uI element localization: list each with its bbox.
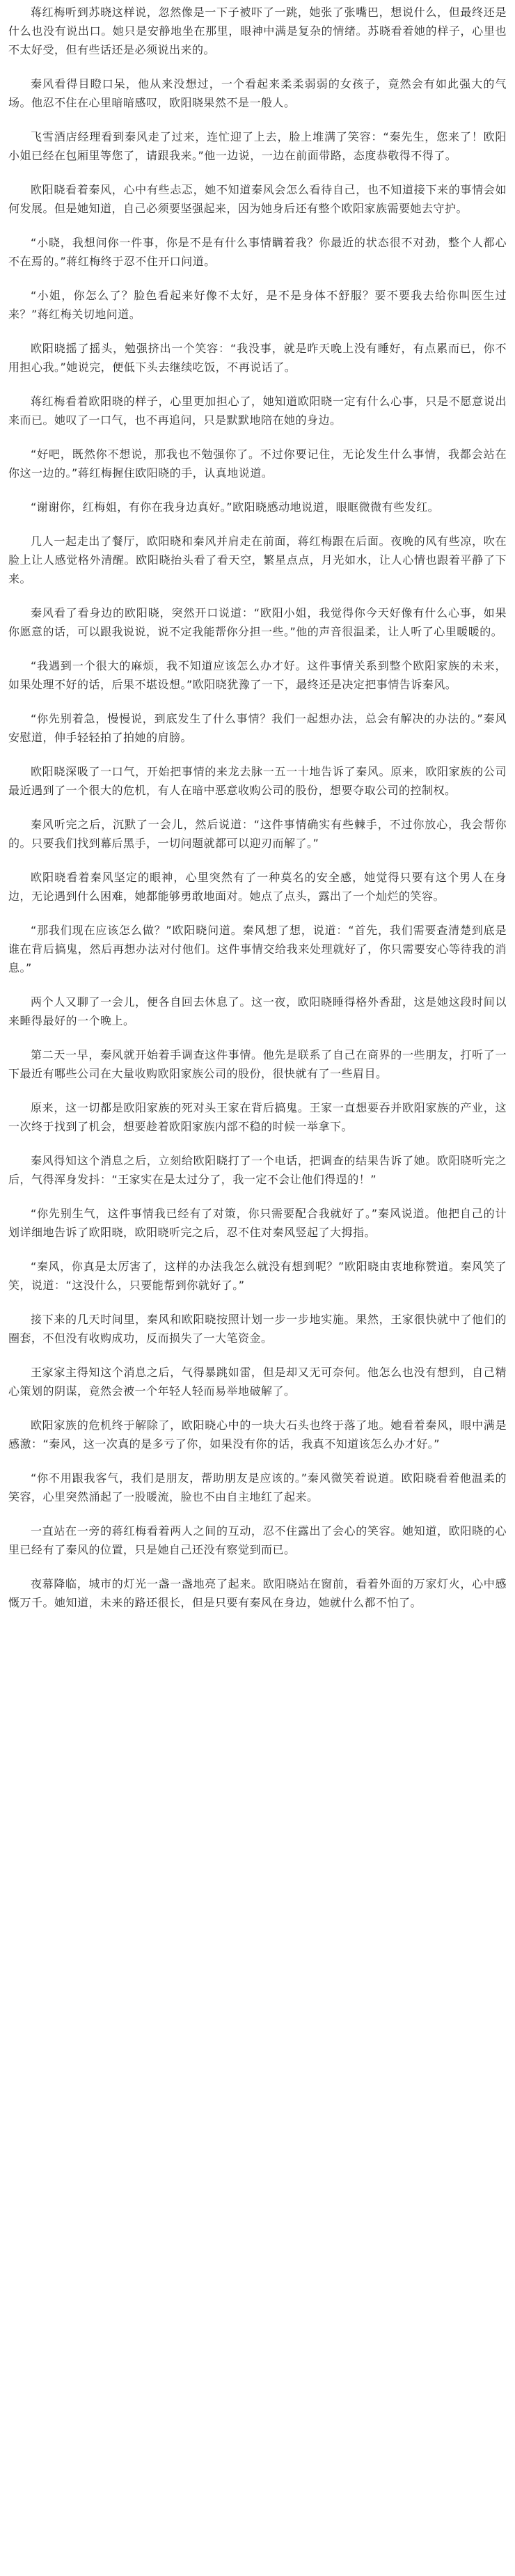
paragraph: 秦风听完之后，沉默了一会儿，然后说道：“这件事情确实有些棘手，不过你放心，我会帮你的。只要我们找到幕后黑手，一切问题就都可以迎刃而解了。” — [8, 818, 507, 850]
paragraph: 两个人又聊了一会儿，便各自回去休息了。这一夜，欧阳晓睡得格外香甜，这是她这段时间以来睡得最好的一个晚上。 — [8, 995, 507, 1027]
paragraph: 欧阳晓深吸了一口气，开始把事情的来龙去脉一五一十地告诉了秦风。原来，欧阳家族的公司最近遇到了一个很大的危机，有人在暗中恶意收购公司的股份，想要夺取公司的控制权。 — [8, 765, 507, 797]
paragraph: “我遇到一个很大的麻烦，我不知道应该怎么办才好。这件事情关系到整个欧阳家族的未来，如果处理不好的话，后果不堪设想。”欧阳晓犹豫了一下，最终还是决定把事情告诉秦风。 — [8, 659, 507, 691]
paragraph: 接下来的几天时间里，秦风和欧阳晓按照计划一步一步地实施。果然，王家很快就中了他们的圈套，不但没有收购成功，反而损失了一大笔资金。 — [8, 1313, 507, 1345]
paragraph: 原来，这一切都是欧阳家族的死对头王家在背后搞鬼。王家一直想要吞并欧阳家族的产业，这一次终于找到了机会，想要趁着欧阳家族内部不稳的时候一举拿下。 — [8, 1101, 507, 1133]
paragraph: “你先别生气，这件事情我已经有了对策，你只需要配合我就好了。”秦风说道。他把自己的计划详细地告诉了欧阳晓，欧阳晓听完之后，忍不住对秦风竖起了大拇指。 — [8, 1207, 507, 1239]
paragraph: “谢谢你，红梅姐，有你在我身边真好。”欧阳晓感动地说道，眼眶微微有些发红。 — [31, 500, 440, 514]
paragraph: 欧阳晓摇了摇头，勉强挤出一个笑容：“我没事，就是昨天晚上没有睡好，有点累而已，你不用担心我。”她说完，便低下头去继续吃饭，不再说话了。 — [8, 342, 507, 374]
paragraph: 欧阳晓看着秦风，心中有些忐忑，她不知道秦风会怎么看待自己，也不知道接下来的事情会如何发展。但是她知道，自己必须要坚强起来，因为她身后还有整个欧阳家族需要她去守护。 — [8, 183, 507, 215]
paragraph: “小晓，我想问你一件事，你是不是有什么事情瞒着我？你最近的状态很不对劲，整个人都心不在焉的。”蒋红梅终于忍不住开口问道。 — [8, 236, 507, 268]
paragraph: 秦风得知这个消息之后，立刻给欧阳晓打了一个电话，把调查的结果告诉了她。欧阳晓听完之后，气得浑身发抖：“王家实在是太过分了，我一定不会让他们得逞的！” — [8, 1154, 507, 1186]
paragraph: 秦风看了看身边的欧阳晓，突然开口说道：“欧阳小姐，我觉得你今天好像有什么心事，如果你愿意的话，可以跟我说说，说不定我能帮你分担一些。”他的声音很温柔，让人听了心里暖暖的。 — [8, 606, 507, 638]
paragraph: “你先别着急，慢慢说，到底发生了什么事情？我们一起想办法，总会有解决的办法的。”秦风安慰道，伸手轻轻拍了拍她的肩膀。 — [8, 712, 507, 744]
paragraph: 欧阳家族的危机终于解除了，欧阳晓心中的一块大石头也终于落了地。她看着秦风，眼中满是感激：“秦风，这一次真的是多亏了你，如果没有你的话，我真不知道该怎么办才好。” — [8, 1419, 507, 1451]
paragraph: 欧阳晓看着秦风坚定的眼神，心里突然有了一种莫名的安全感，她觉得只要有这个男人在身边，无论遇到什么困难，她都能够勇敢地面对。她点了点头，露出了一个灿烂的笑容。 — [8, 871, 507, 903]
paragraph: “你不用跟我客气，我们是朋友，帮助朋友是应该的。”秦风微笑着说道。欧阳晓看着他温柔的笑容，心里突然涌起了一股暖流，脸也不由自主地红了起来。 — [8, 1471, 507, 1503]
paragraph: 飞雪酒店经理看到秦风走了过来，连忙迎了上去，脸上堆满了笑容：“秦先生，您来了！欧阳小姐已经在包厢里等您了，请跟我来。”他一边说，一边在前面带路，态度恭敬得不得了。 — [8, 130, 507, 162]
paragraph: “小姐，你怎么了？脸色看起来好像不太好，是不是身体不舒服？要不要我去给你叫医生过来？”蒋红梅关切地问道。 — [8, 289, 507, 321]
paragraph: 蒋红梅听到苏晓这样说，忽然像是一下子被吓了一跳，她张了张嘴巴，想说什么，但最终还是什么也没有说出口。她只是安静地坐在那里，眼神中满是复杂的情绪。苏晓看着她的样子，心里也不太好受，但有些话还是必须说出来的。 — [8, 6, 507, 56]
paragraph: 秦风看得目瞪口呆，他从来没想过，一个看起来柔柔弱弱的女孩子，竟然会有如此强大的气场。他忍不住在心里暗暗感叹，欧阳晓果然不是一般人。 — [8, 77, 507, 109]
paragraph: 几人一起走出了餐厅，欧阳晓和秦风并肩走在前面，蒋红梅跟在后面。夜晚的风有些凉，吹在脸上让人感觉格外清醒。欧阳晓抬头看了看天空，繁星点点，月光如水，让人心情也跟着平静了下来。 — [8, 535, 507, 585]
paragraph: 王家家主得知这个消息之后，气得暴跳如雷，但是却又无可奈何。他怎么也没有想到，自己精心策划的阴谋，竟然会被一个年轻人轻而易举地破解了。 — [8, 1366, 507, 1398]
paragraph: 第二天一早，秦风就开始着手调查这件事情。他先是联系了自己在商界的一些朋友，打听了一下最近有哪些公司在大量收购欧阳家族公司的股份，很快就有了一些眉目。 — [8, 1048, 507, 1080]
paragraph: 蒋红梅看着欧阳晓的样子，心里更加担心了，她知道欧阳晓一定有什么心事，只是不愿意说出来而已。她叹了一口气，也不再追问，只是默默地陪在她的身边。 — [8, 395, 507, 427]
paragraph: “那我们现在应该怎么做？”欧阳晓问道。秦风想了想，说道：“首先，我们需要查清楚到底是谁在背后搞鬼，然后再想办法对付他们。这件事情交给我来处理就好了，你只需要安心等待我的消息。” — [8, 924, 507, 974]
paragraph: “秦风，你真是太厉害了，这样的办法我怎么就没有想到呢？”欧阳晓由衷地称赞道。秦风笑了笑，说道：“这没什么，只要能帮到你就好了。” — [8, 1260, 507, 1292]
paragraph: 夜幕降临，城市的灯光一盏一盏地亮了起来。欧阳晓站在窗前，看着外面的万家灯火，心中感慨万千。她知道，未来的路还很长，但是只要有秦风在身边，她就什么都不怕了。 — [8, 1577, 507, 1609]
paragraph: 一直站在一旁的蒋红梅看着两人之间的互动，忍不住露出了会心的笑容。她知道，欧阳晓的心里已经有了秦风的位置，只是她自己还没有察觉到而已。 — [8, 1524, 507, 1556]
paragraph: “好吧，既然你不想说，那我也不勉强你了。不过你要记住，无论发生什么事情，我都会站在你这一边的。”蒋红梅握住欧阳晓的手，认真地说道。 — [8, 448, 507, 480]
